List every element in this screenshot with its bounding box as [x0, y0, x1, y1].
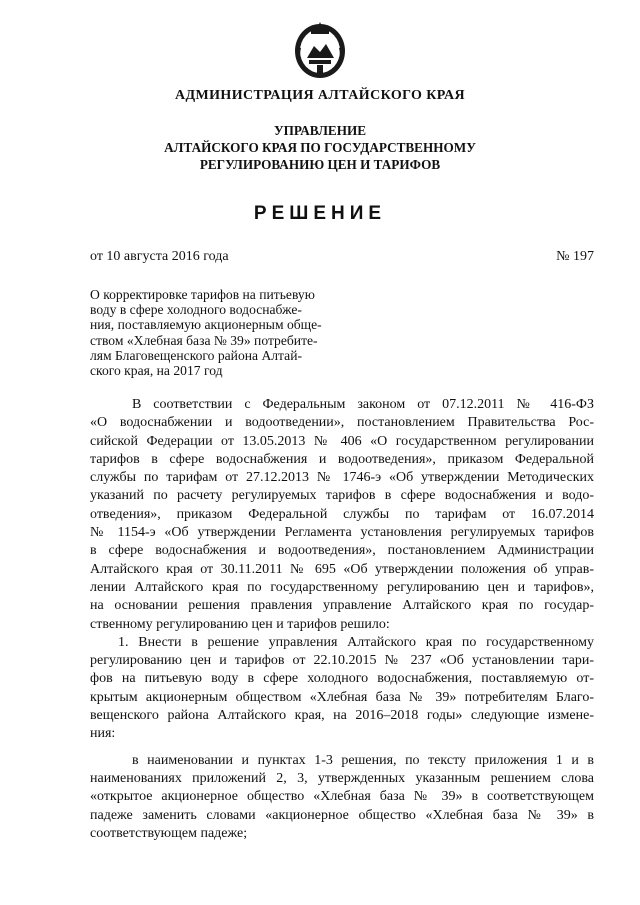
document-date: от 10 августа 2016 года [90, 249, 229, 264]
department-line: УПРАВЛЕНИЕ [273, 123, 367, 138]
administration-heading: АДМИНИСТРАЦИЯ АЛТАЙСКОГО КРАЯ [174, 88, 465, 103]
body-line: падеже заменить словами «акционерное общество «Хлебная база № 39» в [90, 807, 594, 823]
department-line: РЕГУЛИРОВАНИЮ ЦЕН И ТАРИФОВ [199, 157, 441, 172]
document-body [90, 396, 594, 843]
coat-of-arms-emblem [289, 18, 351, 80]
department-heading [0, 122, 640, 173]
body-line: крытым акционерным обществом «Хлебная база № 39» потребителям Благо- [90, 689, 594, 705]
body-line: ния: [90, 726, 116, 742]
department-line: АЛТАЙСКОГО КРАЯ ПО ГОСУДАРСТВЕННОМУ [164, 140, 476, 155]
body-line: соответствующем падеже; [90, 825, 248, 841]
subject-line: ния, поставляемую акционерным обще- [90, 317, 322, 333]
subject-line: ством «Хлебная база № 39» потребите- [90, 332, 318, 348]
body-line: № 1154-э «Об утверждении Регламента установления регулируемых тарифов [90, 525, 594, 541]
body-line: сийской Федерации от 13.05.2013 № 406 «О государственном регулировании [90, 433, 594, 449]
subject-line: О корректировке тарифов на питьевую [90, 287, 315, 302]
body-line: наименованиях приложений 2, 3, утвержденных указанным решением слова [90, 770, 594, 786]
body-line: отведения», приказом Федеральной службы по тарифам от 16.07.2014 [90, 506, 594, 522]
body-line: лении Алтайского края по государственному регулированию цен и тарифов», [90, 579, 594, 595]
subject-line: воду в сфере холодного водоснабже- [90, 302, 302, 318]
body-line: фов на питьевую воду в сфере холодного водоснабжения, поставляемую от- [90, 671, 594, 687]
body-line: Алтайского края от 30.11.2011 № 695 «Об утверждении положения об управ- [90, 561, 594, 577]
body-line: регулированию цен и тарифов от 22.10.2015 № 237 «Об установлении тари- [90, 653, 594, 669]
body-line: 1. Внести в решение управления Алтайского края по государственному [118, 634, 594, 650]
subject-line: лям Благовещенского района Алтай- [90, 347, 302, 363]
subject-line: ского края, на 2017 год [90, 363, 223, 379]
body-line: ственному регулированию цен и тарифов решило: [90, 616, 390, 632]
body-line: на основании решения правления управление Алтайского края по государ- [90, 598, 594, 614]
body-line: «О водоснабжении и водоотведении», постановлением Правительства Рос- [90, 415, 594, 431]
document-title: РЕШЕНИЕ [253, 203, 387, 224]
body-line: тарифов в сфере водоснабжения и водоотведения», приказом Федеральной [90, 451, 594, 467]
body-line: В соответствии с Федеральным законом от 07.12.2011 № 416-ФЗ [132, 397, 594, 412]
body-line: указаний по расчету регулируемых тарифов в сфере водоснабжения и водо- [90, 488, 594, 504]
document-number: № 197 [556, 249, 594, 264]
body-line: службы по тарифам от 27.12.2013 № 1746-э «Об утверждении Методических [90, 470, 594, 486]
body-line: «открытое акционерное общество «Хлебная база № 39» в соответствующем [90, 789, 594, 805]
body-line: в сфере водоснабжения и водоотведения», постановлением Администрации [90, 543, 594, 559]
body-line: вещенского района Алтайского края, на 2016–2018 годы» следующие измене- [90, 708, 594, 724]
document-subject [90, 287, 348, 378]
body-line: в наименовании и пунктах 1-3 решения, по тексту приложения 1 и в [132, 752, 594, 768]
paragraph-gap [90, 744, 594, 752]
